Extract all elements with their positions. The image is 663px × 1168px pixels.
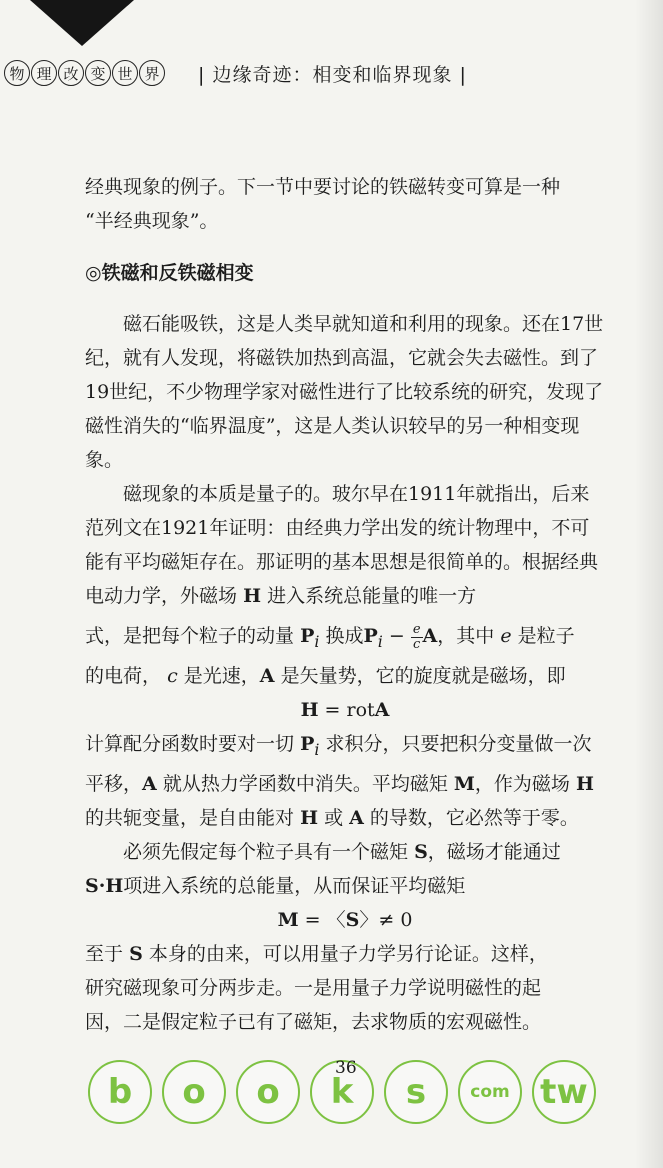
watermark-letter: s (384, 1060, 448, 1124)
math-symbol: H (575, 772, 594, 795)
series-char: 世 (112, 60, 138, 86)
fraction-denominator: c (413, 636, 421, 652)
text-run: 是矢量势，它的旋度就是磁场，即 (280, 664, 566, 687)
text-run: 就从热力学函数中消失。平均磁矩 (162, 772, 448, 795)
math-symbol: H (243, 585, 262, 607)
math-operator: = rot (318, 698, 375, 721)
text-run: 必须先假定每个粒子具有一个磁矩 (123, 840, 409, 863)
text-run: ，其中 (437, 625, 495, 647)
math-operator: 〉≠ 0 (359, 908, 413, 931)
watermark-letter: k (310, 1060, 374, 1124)
text-run: 是粒子 (517, 625, 575, 647)
paragraph: 磁石能吸铁，这是人类早就知道和利用的现象。还在17世纪，就有人发现，将磁铁加热到高温，它就会失去磁性。到了19世纪，不少物理学家对磁性进行了比较系统的研究，发现了磁性消失的“临界温度”，这是人类认识较早的另一种相变现象。 (85, 313, 604, 471)
fraction (411, 623, 423, 652)
math-symbol: S (129, 942, 143, 965)
text-run: 的导数，它必然等于零。 (369, 806, 579, 829)
corner-triangle-mark (30, 0, 134, 46)
equation-rot (85, 693, 605, 727)
series-char: 界 (139, 60, 165, 86)
math-symbol: M (277, 908, 299, 931)
text-run: 换成 (325, 625, 364, 647)
math-symbol: e (500, 625, 512, 647)
text-run: 进入系统总能量的唯一方 (267, 585, 477, 607)
watermark-letter: com (458, 1060, 522, 1124)
paragraph-line (85, 767, 605, 801)
math-symbol: A (374, 698, 390, 721)
math-symbol: H (300, 698, 319, 721)
math-subscript: i (314, 631, 320, 651)
watermark-letter: b (88, 1060, 152, 1124)
text-run: 至于 (85, 942, 124, 965)
intro-line: 经典现象的例子。下一节中要讨论的铁磁转变可算是一种 (85, 176, 561, 198)
math-symbol: S·H (85, 874, 124, 897)
fraction-numerator: e (412, 621, 421, 637)
paragraph-line (85, 727, 605, 767)
math-symbol: A (259, 664, 275, 687)
text-run: 或 (324, 806, 344, 829)
series-title (4, 60, 165, 86)
watermark-letter: o (162, 1060, 226, 1124)
watermark-letter: tw (532, 1060, 596, 1124)
series-char: 物 (4, 60, 30, 86)
math-symbol: c (167, 664, 178, 687)
paragraph-line (85, 801, 605, 835)
text-run: 计算配分函数时要对一切 (85, 732, 295, 755)
paragraph-line (85, 835, 605, 869)
intro-line: “半经典现象”。 (85, 210, 219, 232)
text-run: 是光速， (183, 664, 260, 687)
math-symbol: P (300, 625, 315, 647)
series-char: 变 (85, 60, 111, 86)
math-operator: − (382, 625, 411, 647)
series-char: 理 (31, 60, 57, 86)
text-run: 项进入系统的总能量，从而保证平均磁矩 (123, 874, 466, 897)
math-symbol: S (345, 908, 360, 931)
math-symbol: P (300, 732, 315, 755)
series-char: 改 (58, 60, 84, 86)
paragraph-line (85, 619, 605, 659)
paragraph-line: 研究磁现象可分两步走。一是用量子力学说明磁性的起 (85, 976, 542, 999)
math-subscript: i (314, 739, 320, 759)
text-run: ，作为磁场 (474, 772, 570, 795)
watermark-letter: o (236, 1060, 300, 1124)
page-body (85, 170, 605, 1039)
math-subscript: i (377, 631, 383, 651)
text-run: 平移， (85, 772, 143, 795)
paragraph (85, 477, 605, 613)
text-run: 求积分，只要把积分变量做一次 (325, 732, 592, 755)
page-number: 36 (335, 1058, 357, 1078)
text-run: 式，是把每个粒子的动量 (85, 625, 295, 647)
math-symbol: M (453, 772, 475, 795)
math-symbol: A (349, 806, 364, 829)
math-symbol: P (363, 625, 378, 647)
chapter-title: | 边缘奇迹：相变和临界现象 | (198, 64, 467, 86)
text-run: 的电荷， (85, 664, 162, 687)
math-operator: = 〈 (298, 908, 346, 931)
section-heading: ◎铁磁和反铁磁相变 (85, 262, 254, 284)
math-symbol: H (300, 806, 319, 829)
page-binding-shadow (635, 0, 663, 1168)
paragraph-line (85, 869, 605, 903)
paragraph-line: 因，二是假定粒子已有了磁矩，去求物质的宏观磁性。 (85, 1010, 542, 1033)
text-run: 的共轭变量，是自由能对 (85, 806, 295, 829)
text-run: 磁现象的本质是量子的。玻尔早在1911年就指出，后来范列文在1921年证明：由经典力学出发的统计物理中，不可能有平均磁矩存在。那证明的基本思想是很简单的。根据经典电动力学，外磁场 (85, 483, 599, 607)
math-symbol: A (142, 772, 157, 795)
equation-magnetic-moment (85, 903, 605, 937)
math-symbol: S (414, 840, 428, 863)
text-run: ，磁场才能通过 (427, 840, 561, 863)
text-run: 本身的由来，可以用量子力学另行论证。这样， (148, 942, 548, 965)
math-symbol: A (422, 625, 438, 647)
paragraph-line (85, 937, 605, 971)
paragraph-line (85, 659, 605, 693)
